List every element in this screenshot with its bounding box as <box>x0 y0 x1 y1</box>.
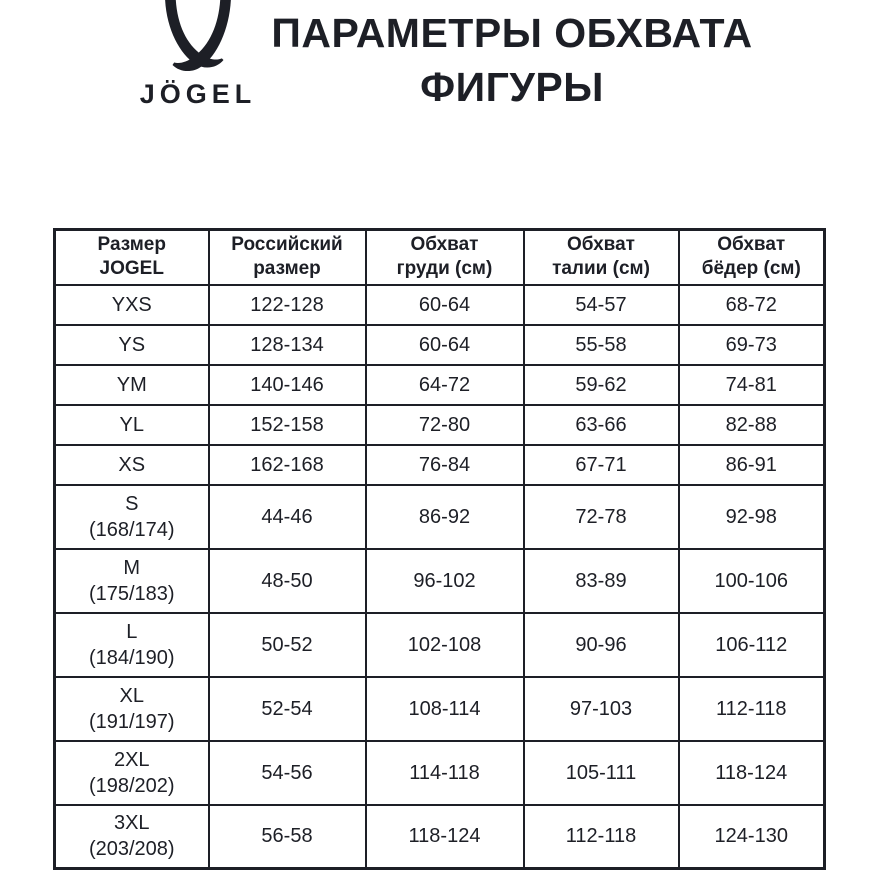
column-header <box>209 230 366 285</box>
table-row <box>55 325 825 365</box>
value-cell: 112-118 <box>524 805 679 869</box>
header <box>0 0 875 150</box>
value-cell: 86-91 <box>679 445 825 485</box>
column-header <box>679 230 825 285</box>
size-label-cell <box>55 445 209 485</box>
value-cell: 90-96 <box>524 613 679 677</box>
value-cell: 122-128 <box>209 285 366 325</box>
table-row <box>55 445 825 485</box>
table-row <box>55 285 825 325</box>
value-cell: 50-52 <box>209 613 366 677</box>
page-title <box>265 6 759 114</box>
value-cell: 100-106 <box>679 549 825 613</box>
value-cell: 60-64 <box>366 325 524 365</box>
table-row <box>55 741 825 805</box>
value-cell: 102-108 <box>366 613 524 677</box>
value-cell: 54-56 <box>209 741 366 805</box>
value-cell: 74-81 <box>679 365 825 405</box>
value-cell: 128-134 <box>209 325 366 365</box>
column-header-line2: бёдер (см) <box>701 258 801 280</box>
size-label: YS <box>118 333 146 356</box>
value-cell: 105-111 <box>524 741 679 805</box>
size-height-note: (184/190) <box>88 646 175 669</box>
column-header-line2: JOGEL <box>99 258 164 280</box>
size-label-cell <box>55 325 209 365</box>
value-cell: 69-73 <box>679 325 825 365</box>
size-label-cell <box>55 549 209 613</box>
value-cell: 118-124 <box>366 805 524 869</box>
header-row <box>55 230 825 285</box>
column-header-line1: Обхват <box>567 234 635 256</box>
value-cell: 124-130 <box>679 805 825 869</box>
column-header-line2: груди (см) <box>396 258 493 280</box>
value-cell: 96-102 <box>366 549 524 613</box>
page-title-line2: ФИГУРЫ <box>420 64 604 110</box>
size-label: 3XL <box>113 812 150 835</box>
table-row <box>55 677 825 741</box>
value-cell: 59-62 <box>524 365 679 405</box>
value-cell: 55-58 <box>524 325 679 365</box>
value-cell: 72-80 <box>366 405 524 445</box>
value-cell: 140-146 <box>209 365 366 405</box>
value-cell: 152-158 <box>209 405 366 445</box>
size-label-cell <box>55 485 209 549</box>
page-title-line1: ПАРАМЕТРЫ ОБХВАТА <box>271 10 753 56</box>
value-cell: 44-46 <box>209 485 366 549</box>
value-cell: 114-118 <box>366 741 524 805</box>
size-label-cell <box>55 405 209 445</box>
value-cell: 60-64 <box>366 285 524 325</box>
value-cell: 72-78 <box>524 485 679 549</box>
size-label-cell <box>55 613 209 677</box>
value-cell: 76-84 <box>366 445 524 485</box>
column-header-line2: талии (см) <box>552 258 650 280</box>
column-header-line1: Размер <box>97 234 166 256</box>
size-height-note: (175/183) <box>88 582 175 605</box>
value-cell: 92-98 <box>679 485 825 549</box>
value-cell: 56-58 <box>209 805 366 869</box>
brand-logo <box>128 0 268 110</box>
table-row <box>55 613 825 677</box>
size-label: M <box>123 556 141 579</box>
column-header <box>524 230 679 285</box>
brand-wordmark: JÖGEL <box>139 79 257 109</box>
column-header-line2: размер <box>253 258 321 280</box>
value-cell: 82-88 <box>679 405 825 445</box>
value-cell: 68-72 <box>679 285 825 325</box>
jogel-v-emblem-icon <box>150 0 246 74</box>
table-row <box>55 365 825 405</box>
value-cell: 106-112 <box>679 613 825 677</box>
value-cell: 63-66 <box>524 405 679 445</box>
size-label: YL <box>119 413 144 436</box>
size-label: 2XL <box>113 748 150 771</box>
size-label: YXS <box>111 293 152 316</box>
value-cell: 48-50 <box>209 549 366 613</box>
value-cell: 83-89 <box>524 549 679 613</box>
size-height-note: (203/208) <box>88 838 175 861</box>
value-cell: 112-118 <box>679 677 825 741</box>
size-label-cell <box>55 677 209 741</box>
value-cell: 67-71 <box>524 445 679 485</box>
value-cell: 64-72 <box>366 365 524 405</box>
table-row <box>55 405 825 445</box>
value-cell: 162-168 <box>209 445 366 485</box>
size-label: XS <box>118 453 146 476</box>
value-cell: 86-92 <box>366 485 524 549</box>
table-row <box>55 485 825 549</box>
column-header-line1: Российский <box>231 234 343 256</box>
size-label-cell <box>55 285 209 325</box>
table-row <box>55 549 825 613</box>
size-label-cell <box>55 805 209 869</box>
size-height-note: (168/174) <box>88 518 175 541</box>
size-label-cell <box>55 365 209 405</box>
size-label-cell <box>55 741 209 805</box>
size-height-note: (198/202) <box>88 774 175 797</box>
size-label: L <box>126 620 138 643</box>
size-label: YM <box>116 373 147 396</box>
size-height-note: (191/197) <box>88 710 175 733</box>
value-cell: 118-124 <box>679 741 825 805</box>
size-table-head <box>55 230 825 285</box>
size-table-body <box>55 285 825 869</box>
value-cell: 108-114 <box>366 677 524 741</box>
column-header-line1: Обхват <box>410 234 479 256</box>
value-cell: 97-103 <box>524 677 679 741</box>
column-header <box>366 230 524 285</box>
size-table <box>53 228 826 870</box>
value-cell: 54-57 <box>524 285 679 325</box>
column-header-line1: Обхват <box>717 234 786 256</box>
table-row <box>55 805 825 869</box>
value-cell: 52-54 <box>209 677 366 741</box>
size-label: XL <box>119 684 144 707</box>
size-label: S <box>125 492 139 515</box>
column-header <box>55 230 209 285</box>
